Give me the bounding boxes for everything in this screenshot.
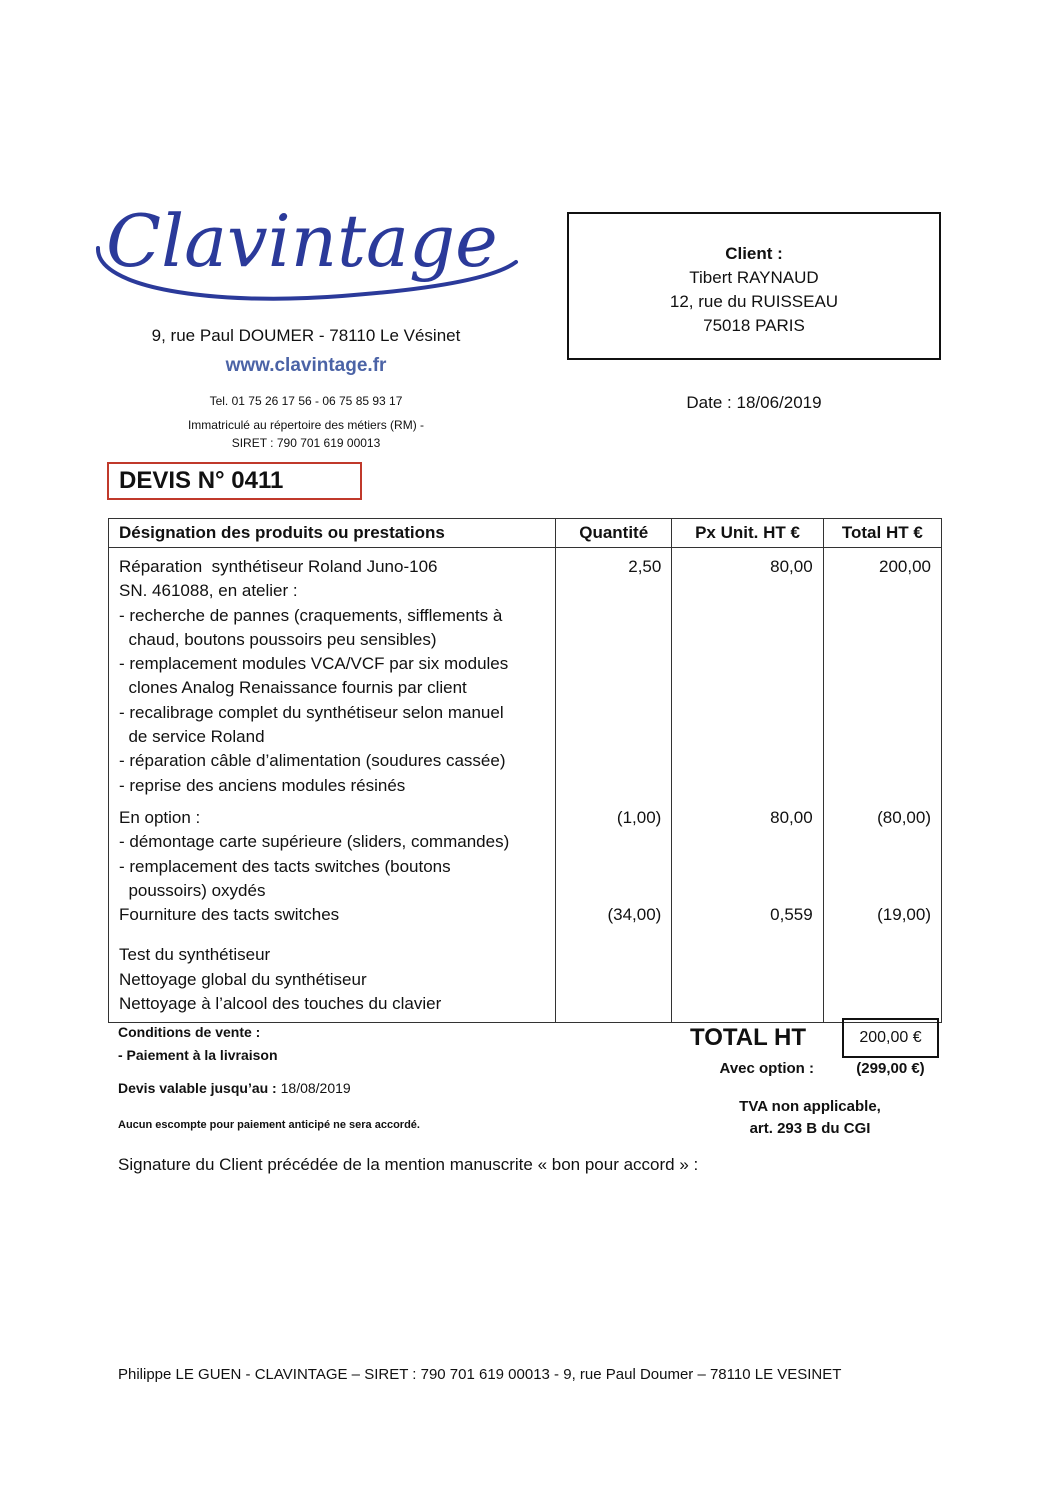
header-total: Total HT € <box>823 519 941 548</box>
table-header-row <box>109 519 942 548</box>
company-siret: SIRET : 790 701 619 00013 <box>231 436 381 450</box>
no-discount-note: Aucun escompte pour paiement anticipé ne sera accordé. <box>118 1119 420 1131</box>
row-quantity: (34,00) <box>556 903 672 935</box>
designation-line: - remplacement modules VCA/VCF par six modules <box>119 654 509 674</box>
tva-line-1: TVA non applicable, <box>739 1098 881 1115</box>
validity <box>118 1080 351 1096</box>
client-label: Client : <box>725 244 783 263</box>
designation-line: chaud, boutons poussoirs peu sensibles) <box>119 629 437 649</box>
option-label: Avec option : <box>719 1060 814 1077</box>
items-table <box>108 518 942 1023</box>
designation-line: - reprise des anciens modules résinés <box>119 775 406 795</box>
tva-line-2: art. 293 B du CGI <box>749 1120 871 1137</box>
designation-line: Nettoyage à l’alcool des touches du clavier <box>119 994 442 1014</box>
total-label: TOTAL HT <box>690 1024 806 1051</box>
total-value: 200,00 € <box>842 1018 939 1058</box>
header-designation: Désignation des produits ou prestations <box>109 519 556 548</box>
row-quantity: 2,50 <box>556 548 672 798</box>
row-designation <box>109 903 556 935</box>
option-value: (299,00 €) <box>856 1060 925 1077</box>
row-unit-price: 0,559 <box>672 903 823 935</box>
row-unit-price: 80,00 <box>672 798 823 903</box>
designation-line: clones Analog Renaissance fournis par client <box>119 678 467 698</box>
table-row <box>109 903 942 935</box>
company-registry: Immatriculé au répertoire des métiers (RM) - <box>187 418 425 432</box>
clavintage-logo <box>92 188 528 310</box>
designation-line: poussoirs) oxydés <box>119 880 266 900</box>
table-row <box>109 548 942 798</box>
validity-label: Devis valable jusqu’au : <box>118 1080 277 1096</box>
designation-line: SN. 461088, en atelier : <box>119 581 298 601</box>
page-footer: Philippe LE GUEN - CLAVINTAGE – SIRET : 790 701 619 00013 - 9, rue Paul Doumer – 78110 LE VESINET <box>118 1366 842 1383</box>
table-row <box>109 935 942 1022</box>
row-designation <box>109 798 556 903</box>
validity-date: 18/08/2019 <box>276 1080 351 1096</box>
header-unit-price: Px Unit. HT € <box>672 519 823 548</box>
conditions-title: Conditions de vente : <box>118 1024 261 1040</box>
client-name: Tibert RAYNAUD <box>689 268 819 287</box>
row-total: 200,00 <box>823 548 941 798</box>
company-phone: Tel. 01 75 26 17 56 - 06 75 85 93 17 <box>209 394 403 408</box>
svg-text:Clavintage: Clavintage <box>106 199 498 283</box>
designation-line: de service Roland <box>119 727 265 747</box>
quote-date: Date : 18/06/2019 <box>686 393 822 412</box>
designation-line: - recalibrage complet du synthétiseur selon manuel <box>119 702 504 722</box>
row-designation <box>109 935 556 1022</box>
client-city: 75018 PARIS <box>703 316 805 335</box>
quote-number: DEVIS N° 0411 <box>107 462 362 500</box>
row-total: (19,00) <box>823 903 941 935</box>
designation-line: Test du synthétiseur <box>119 945 271 965</box>
conditions-payment: - Paiement à la livraison <box>118 1047 278 1063</box>
designation-line: Nettoyage global du synthétiseur <box>119 969 367 989</box>
row-total <box>823 935 941 1022</box>
client-street: 12, rue du RUISSEAU <box>669 292 839 311</box>
signature-mention: Signature du Client précédée de la mention manuscrite « bon pour accord » : <box>118 1155 699 1174</box>
row-designation <box>109 548 556 798</box>
designation-line: En option : <box>119 807 201 827</box>
row-unit-price: 80,00 <box>672 548 823 798</box>
table-row <box>109 798 942 903</box>
company-address: 9, rue Paul DOUMER - 78110 Le Vésinet <box>151 326 461 345</box>
designation-line: - recherche de pannes (craquements, sifflements à <box>119 605 503 625</box>
tva-note <box>700 1096 920 1140</box>
designation-line: - réparation câble d’alimentation (soudures cassée) <box>119 751 506 771</box>
row-total: (80,00) <box>823 798 941 903</box>
company-website[interactable]: www.clavintage.fr <box>225 355 387 376</box>
row-quantity <box>556 935 672 1022</box>
designation-line: - démontage carte supérieure (sliders, commandes) <box>119 832 510 852</box>
sale-conditions <box>118 1021 278 1067</box>
designation-line: - remplacement des tacts switches (boutons <box>119 856 451 876</box>
designation-line: Fourniture des tacts switches <box>119 905 340 925</box>
row-quantity: (1,00) <box>556 798 672 903</box>
client-box <box>567 212 941 360</box>
designation-line: Réparation synthétiseur Roland Juno-106 <box>119 557 438 576</box>
header-quantity: Quantité <box>556 519 672 548</box>
row-unit-price <box>672 935 823 1022</box>
